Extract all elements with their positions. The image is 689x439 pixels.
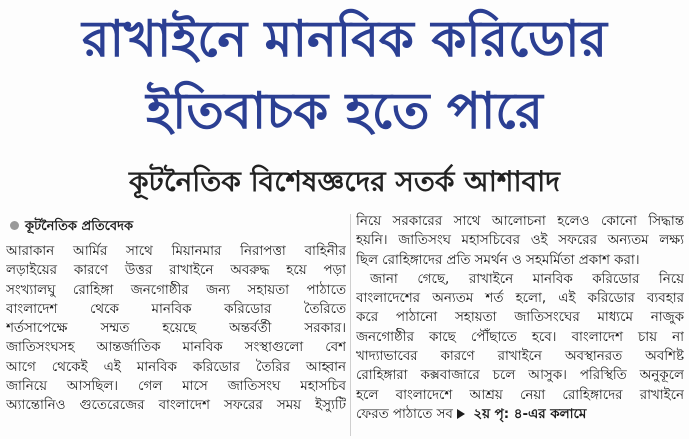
arrow-right-icon: [457, 409, 465, 419]
body-line: বাংলাদেশ থেকে মানবিক করিডোর তৈরিতে: [6, 301, 346, 317]
body-line: জানিয়ে আসছিল। গেল মাসে জাতিসংঘ মহাসচিব: [6, 379, 346, 395]
body-line: নিয়ে সরকারের সাথে আলোচনা হলেও কোনো সিদ্ধান্ত: [356, 214, 684, 229]
body-line: করে পাঠানো সহায়তা জাতিসংঘের মাধ্যমে নাজুক: [356, 310, 684, 326]
left-column: [6, 212, 346, 416]
body-line: আগে থেকেই এই মানবিক করিডোর তৈরির আহ্বান: [6, 359, 346, 375]
body-line: জানা গেছে, রাখাইনে মানবিক করিডোর নিয়ে: [370, 271, 684, 287]
body-line: ছিল রোহিঙ্গাদের প্রতি সমর্থন ও সহমর্মিতা প্রকাশ করা।: [356, 252, 640, 268]
body-line: সংখ্যালঘু রোহিঙ্গা জনগোষ্ঠীর জন্য সহায়তা পাঠাতে: [6, 282, 346, 298]
subheadline: কূটনৈতিক বিশেষজ্ঞদের সতর্ক আশাবাদ: [128, 165, 561, 198]
body-line: হলে বাংলাদেশে আশ্রয় নেয়া রোহিঙ্গাদের রাখাইনে: [356, 387, 684, 403]
continued-on-label: ২য় পৃ: ৪-এর কলামে: [473, 406, 587, 422]
body-line: জাতিসংঘসহ আন্তর্জাতিক মানবিক সংস্থাগুলো বেশ: [6, 340, 346, 356]
body-line: বাংলাদেশের অন্যতম শর্ত হলো, এই করিডোর ব্যবহার: [356, 291, 684, 307]
body-line: লড়াইয়ের কারণে উত্তর রাখাইনে অবরুদ্ধ হয়ে পড়া: [6, 263, 346, 279]
byline: [6, 212, 346, 242]
body-line: আরাকান আর্মির সাথে মিয়ানমার নিরাপত্তা বাহিনীর: [6, 244, 346, 259]
body-line: খাদ্যাভাবের কারণে রাখাইনে অবস্থানরত অবশিষ্ট: [356, 349, 684, 365]
right-column: [356, 212, 684, 424]
bullet-icon: [10, 221, 19, 230]
body-line: অ্যান্তোনিও গুতেরেজের বাংলাদেশ সফরের সময় ইস্যুটি: [6, 398, 346, 414]
body-line: শর্তসাপেক্ষে সম্মত হয়েছে অন্তর্বর্তী সরকার।: [6, 321, 346, 337]
column-divider: [350, 214, 351, 436]
body-line-end: ফেরত পাঠাতে সব: [356, 406, 453, 422]
body-line: জনগোষ্ঠীর কাছে পৌঁছাতে হবে। বাংলাদেশ চায় না: [356, 329, 684, 345]
body-line: রোহিঙ্গারা কক্সবাজারে চলে আসুক। পরিস্থিতি অনুকূলে: [356, 368, 684, 384]
headline-line-1: রাখাইনে মানবিক করিডোর: [82, 10, 607, 68]
continuation-line: [356, 405, 684, 424]
headline-line-2: ইতিবাচক হতে পারে: [146, 82, 543, 140]
byline-text: কূটনৈতিক প্রতিবেদক: [25, 219, 134, 234]
body-line: হয়নি। জাতিসংঘ মহাসচিবের ওই সফরের অন্যতম লক্ষ্য: [356, 233, 684, 249]
